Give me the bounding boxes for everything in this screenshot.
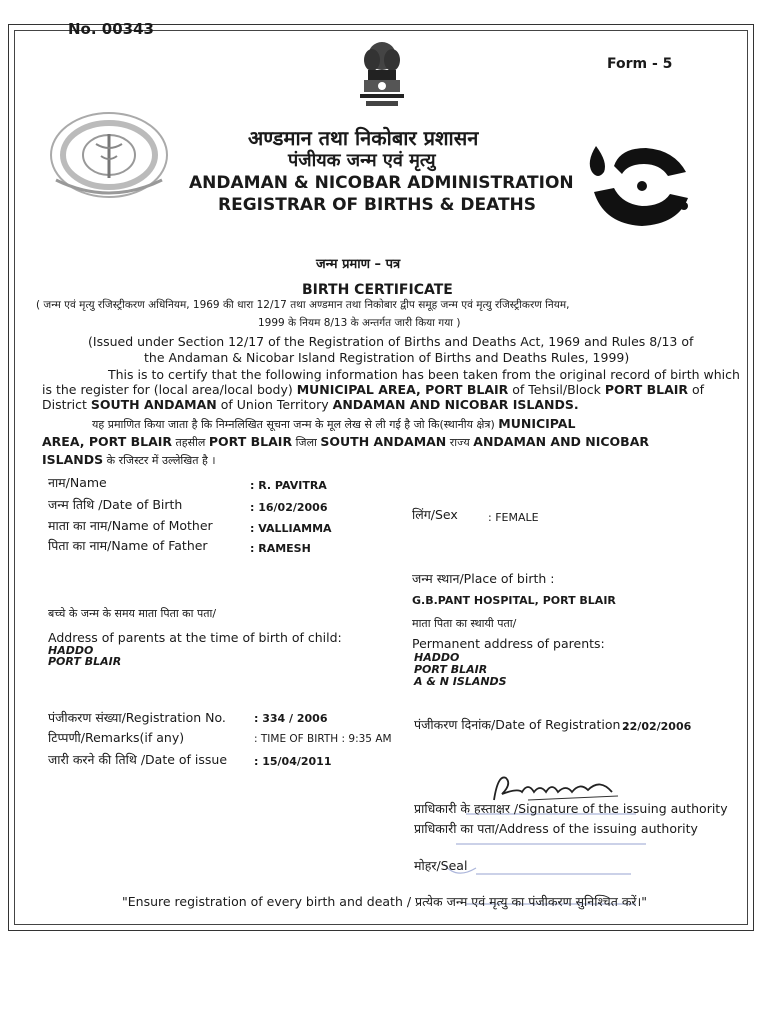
header-english-admin: ANDAMAN & NICOBAR ADMINISTRATION [189,173,574,193]
issued-english-line1: (Issued under Section 12/17 of the Registration of Births and Deaths Act, 1969 and Rules 8/13 of [88,334,694,349]
birth-address-hindi-label: बच्चे के जन्म के समय माता पिता का पता/ [48,607,217,620]
footer-slogan: "Ensure registration of every birth and death / प्रत्येक जन्म एवं मृत्यु का पंजीकरण सुनिश्चित करें।" [122,894,648,909]
remarks-label: टिप्पणी/Remarks(if any) [48,730,185,745]
serial-number: No. 00343 [68,20,154,38]
remarks-value: : TIME OF BIRTH : 9:35 AM [254,733,392,745]
dob-value: : 16/02/2006 [250,501,328,514]
form-number: Form - 5 [607,56,673,72]
registration-date-value: 22/02/2006 [622,720,692,733]
registration-date-label: पंजीकरण दिनांक/Date of Registration : [414,717,629,732]
permanent-address-line2: PORT BLAIR [414,663,488,676]
date-of-issue-value: : 15/04/2011 [254,755,332,768]
certify-line3: District SOUTH ANDAMAN of Union Territory ANDAMAN AND NICOBAR ISLANDS. [42,397,579,412]
mother-value: : VALLIAMMA [250,522,332,535]
sex-label: लिंग/Sex [412,507,458,522]
issued-english-line2: the Andaman & Nicobar Island Registration of Births and Deaths Rules, 1999) [144,350,630,365]
national-emblem-icon [356,38,408,112]
certify-hindi-line2: AREA, PORT BLAIR तहसील PORT BLAIR जिला SOUTH ANDAMAN राज्य ANDAMAN AND NICOBAR [42,434,650,449]
authority-address-label: प्राधिकारी का पता/Address of the issuing authority [414,821,698,836]
birth-death-logo-icon [584,140,696,230]
registration-no-label: पंजीकरण संख्या/Registration No. [48,710,226,725]
certify-hindi-line3: ISLANDS के रजिस्टर में उल्लेखित है । [42,452,216,467]
header-hindi-admin: अण्डमान तथा निकोबार प्रशासन [248,126,479,150]
registration-no-value: : 334 / 2006 [254,712,328,725]
birth-address-line2: PORT BLAIR [48,655,122,668]
place-of-birth-value: G.B.PANT HOSPITAL, PORT BLAIR [412,594,616,607]
father-value: : RAMESH [250,542,311,555]
signature-label: प्राधिकारी के हस्ताक्षर /Signature of the issuing authority [414,801,728,816]
place-of-birth-label: जन्म स्थान/Place of birth : [412,571,555,586]
permanent-address-line1: HADDO [414,651,460,664]
sex-value: : FEMALE [488,511,539,524]
issued-hindi-line2: 1999 के नियम 8/13 के अन्तर्गत जारी किया गया ) [258,317,461,329]
certify-hindi-line1: यह प्रमाणित किया जाता है कि निम्नलिखित सूचना जन्म के मूल लेख से ली गई है जो कि(स्थानीय क्षेत्र) MUNICIPAL [92,416,576,431]
title-hindi: जन्म प्रमाण – पत्र [316,257,401,272]
dob-label: जन्म तिथि /Date of Birth [48,497,183,512]
seal-label: मोहर/Seal [414,858,468,873]
name-label: नाम/Name [48,475,107,490]
certify-line1: This is to certify that the following information has been taken from the original record of birth which [108,367,740,382]
title-english: BIRTH CERTIFICATE [302,282,453,298]
name-value: : R. PAVITRA [250,479,327,492]
date-of-issue-label: जारी करने की तिथि /Date of issue [48,752,228,767]
health-department-seal-icon [46,110,172,200]
permanent-address-line3: A & N ISLANDS [414,675,507,688]
permanent-address-label: Permanent address of parents: [412,636,605,651]
birth-address-label: Address of parents at the time of birth of child: [48,630,342,645]
header-english-registrar: REGISTRAR OF BIRTHS & DEATHS [218,195,537,215]
father-label: पिता का नाम/Name of Father [48,538,208,553]
header-hindi-registrar: पंजीयक जन्म एवं मृत्यु [288,150,436,171]
mother-label: माता का नाम/Name of Mother [48,518,213,533]
permanent-address-hindi-label: माता पिता का स्थायी पता/ [412,617,517,630]
certify-line2: is the register for (local area/local body) MUNICIPAL AREA, PORT BLAIR of Tehsil/Block PORT BLAIR of [42,382,705,397]
issued-hindi-line1: ( जन्म एवं मृत्यु रजिस्ट्रीकरण अधिनियम, 1969 की धारा 12/17 तथा अण्डमान तथा निकोबार द्वीप समूह जन्म एवं मृत्यु रजिस्ट्रीकरण नियम, [36,299,570,311]
birth-address-line1: HADDO [48,644,94,657]
